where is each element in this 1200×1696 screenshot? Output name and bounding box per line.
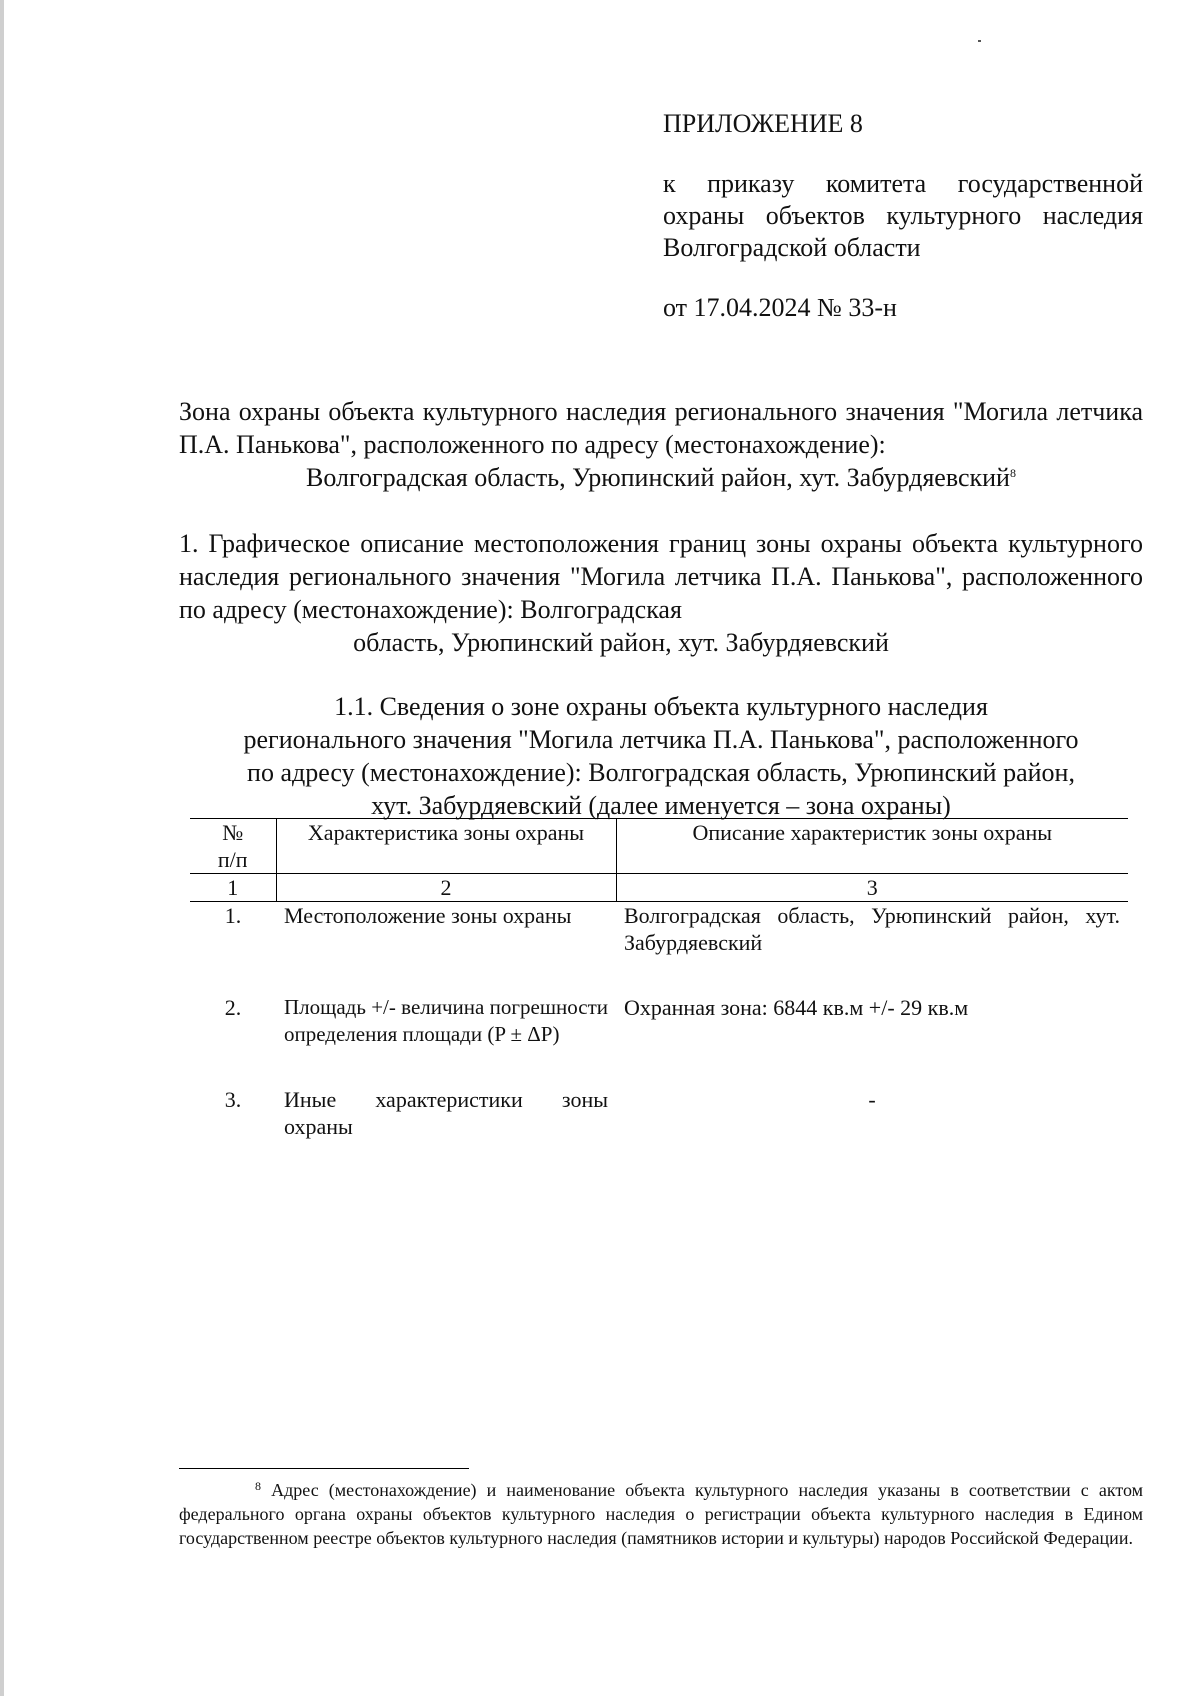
- subsection-line-2: регионального значения "Могила летчика П.А. Панькова", расположенного: [243, 725, 1079, 754]
- row-description: -: [868, 1087, 876, 1112]
- subsection-line-1: 1.1. Сведения о зоне охраны объекта культурного наследия: [334, 692, 988, 721]
- section-1-heading: [179, 527, 1143, 659]
- row-characteristic-text: Площадь +/- величина погрешности определения площади: [284, 995, 608, 1046]
- row-characteristic: [276, 994, 616, 1048]
- row-characteristic: Иные характеристики зоны охраны: [284, 1087, 608, 1139]
- footnote-separator: [179, 1468, 469, 1469]
- row-description: Волгоградская область, Урюпинский район, хут. Забурдяевский: [624, 903, 1120, 955]
- header-number-line-2: п/п: [217, 847, 248, 872]
- zone-title-address: Волгоградская область, Урюпинский район, хут. Забурдяевский: [306, 463, 1010, 492]
- appendix-order-reference: к приказу комитета государственной охраны объектов культурного наследия Волгоградской области: [663, 169, 1143, 262]
- row-number: 3.: [224, 1087, 242, 1112]
- column-number: 3: [616, 874, 1128, 902]
- header-number-line-1: №: [222, 820, 244, 845]
- subsection-1-1-heading: [179, 690, 1143, 822]
- column-number-row: [190, 874, 1128, 902]
- header-description: Описание характеристик зоны охраны: [616, 819, 1128, 874]
- section-1-main: 1. Графическое описание местоположения границ зоны охраны объекта культурного наследия регионального значения "Могила летчика П.А. Панькова", расположенного по адресу (местонахождение): Волгоградская: [179, 529, 1143, 624]
- appendix-header: [663, 108, 1143, 324]
- zone-title-last-line: [179, 461, 1143, 494]
- zone-characteristics-table: [190, 818, 1128, 1140]
- table-row: [190, 994, 1128, 1048]
- table-header-row: [190, 819, 1128, 874]
- zone-title: [179, 395, 1143, 494]
- header-number: [190, 819, 276, 874]
- footnote-reference: 8: [1009, 466, 1016, 480]
- row-spacer: [190, 956, 1128, 994]
- footnote-body: [179, 1478, 1143, 1550]
- row-characteristic: Местоположение зоны охраны: [284, 903, 572, 928]
- appendix-date-number: от 17.04.2024 № 33-н: [663, 293, 897, 322]
- footnote-text: Адрес (местонахождение) и наименование объекта культурного наследия указаны в соответствии с актом федерального органа охраны объектов культурного наследия о регистрации объекта культурного наследия в Едином государственном реестре объектов культурного наследия (памятников истории и культуры) народов Российской Федерации.: [179, 1480, 1143, 1548]
- scan-speck: [978, 40, 981, 42]
- column-number: 2: [276, 874, 616, 902]
- subsection-line-4: хут. Забурдяевский (далее именуется – зона охраны): [371, 791, 951, 820]
- table-row: [190, 1086, 1128, 1140]
- footnote: [179, 1478, 1143, 1550]
- area-formula: (P ± ΔP): [487, 1022, 560, 1046]
- header-characteristic: Характеристика зоны охраны: [276, 819, 616, 874]
- scan-edge-shadow: [0, 0, 4, 1696]
- row-number: 2.: [224, 995, 242, 1020]
- row-spacer: [190, 1048, 1128, 1086]
- row-number: 1.: [224, 903, 242, 928]
- zone-title-main: Зона охраны объекта культурного наследия регионального значения "Могила летчика П.А. Панькова", расположенного по адресу (местонахождение):: [179, 397, 1143, 459]
- subsection-line-3: по адресу (местонахождение): Волгоградская область, Урюпинский район,: [247, 758, 1075, 787]
- appendix-title: ПРИЛОЖЕНИЕ 8: [663, 109, 863, 138]
- section-1-last-line: область, Урюпинский район, хут. Забурдяевский: [353, 628, 889, 657]
- column-number: 1: [190, 874, 276, 902]
- footnote-number: 8: [255, 1479, 261, 1493]
- row-description: Охранная зона: 6844 кв.м +/- 29 кв.м: [624, 995, 969, 1020]
- table-row: [190, 902, 1128, 957]
